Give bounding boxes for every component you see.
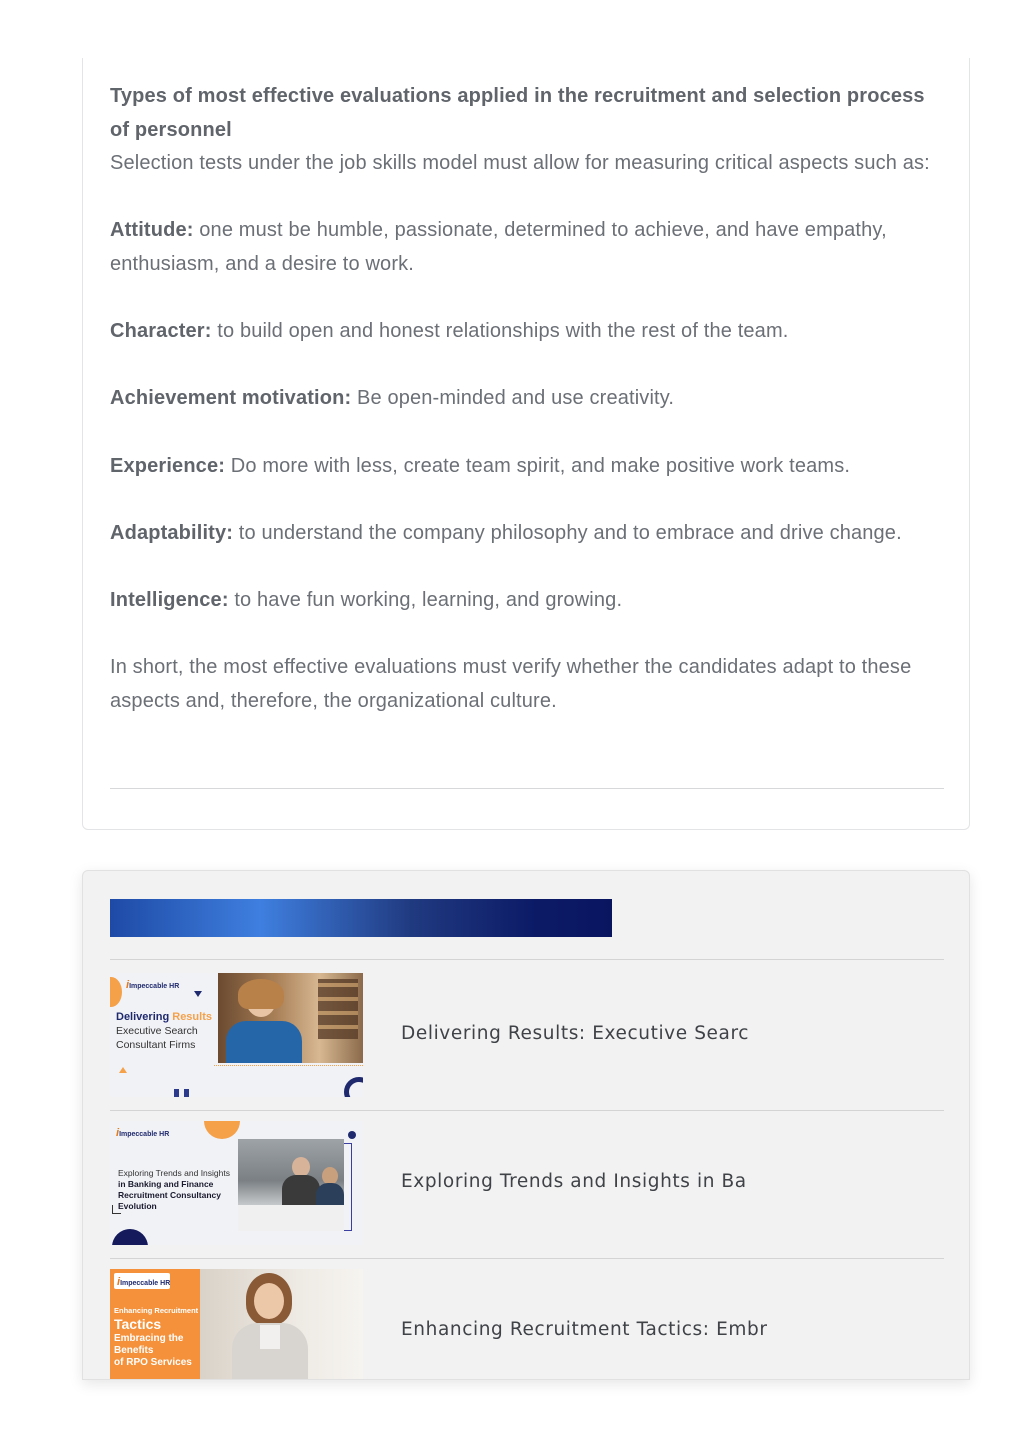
article-intro: Selection tests under the job skills model must allow for measuring critical aspects such as: xyxy=(110,152,930,175)
photo xyxy=(218,973,363,1063)
post-title[interactable]: Delivering Results: Executive Searc xyxy=(401,1023,750,1044)
related-posts-widget xyxy=(82,870,970,1380)
divider xyxy=(110,959,944,960)
attitude-paragraph: Attitude: one must be humble, passionate, determined to achieve, and have empathy, enthusiasm, and a desire to work. xyxy=(110,219,887,275)
related-post-1[interactable] xyxy=(110,973,944,1097)
achievement-motivation-paragraph: Achievement motivation: Be open-minded and use creativity. xyxy=(110,387,675,410)
impeccable-hr-logo: iImpeccable HR xyxy=(116,1127,170,1139)
article-card xyxy=(82,58,970,830)
related-post-2[interactable] xyxy=(110,1121,944,1245)
divider xyxy=(110,1110,944,1111)
post-thumbnail[interactable]: iImpeccable HR Exploring Trends and Insights in Banking and Finance Recruitment Consultancy Evolution xyxy=(110,1121,363,1245)
photo xyxy=(200,1269,363,1380)
character-paragraph: Character: to build open and honest relationships with the rest of the team. xyxy=(110,320,789,343)
post-title[interactable]: Exploring Trends and Insights in Ba xyxy=(401,1171,747,1192)
experience-paragraph: Experience: Do more with less, create team spirit, and make positive work teams. xyxy=(110,454,851,477)
post-title[interactable]: Enhancing Recruitment Tactics: Embr xyxy=(401,1319,768,1340)
article-body xyxy=(110,80,944,718)
adaptability-paragraph: Adaptability: to understand the company philosophy and to embrace and drive change. xyxy=(110,521,902,544)
intelligence-paragraph: Intelligence: to have fun working, learning, and growing. xyxy=(110,588,623,611)
photo xyxy=(238,1139,344,1231)
related-post-3[interactable] xyxy=(110,1269,944,1380)
article-heading: Types of most effective evaluations applied in the recruitment and selection process of personnel xyxy=(110,85,925,141)
article-divider xyxy=(110,788,944,789)
impeccable-hr-logo: iImpeccable HR xyxy=(126,979,180,991)
impeccable-hr-logo: iImpeccable HR xyxy=(117,1276,171,1288)
post-thumbnail[interactable]: iImpeccable HR Enhancing Recruitment Tactics Embracing the Benefits of RPO Services xyxy=(110,1269,363,1380)
related-posts-banner xyxy=(110,899,612,937)
divider xyxy=(110,1258,944,1259)
post-thumbnail[interactable]: iImpeccable HR Delivering Results Executive Search Consultant Firms xyxy=(110,973,363,1097)
article-conclusion: In short, the most effective evaluations must verify whether the candidates adapt to these aspects and, therefore, the organizational culture. xyxy=(110,656,912,712)
